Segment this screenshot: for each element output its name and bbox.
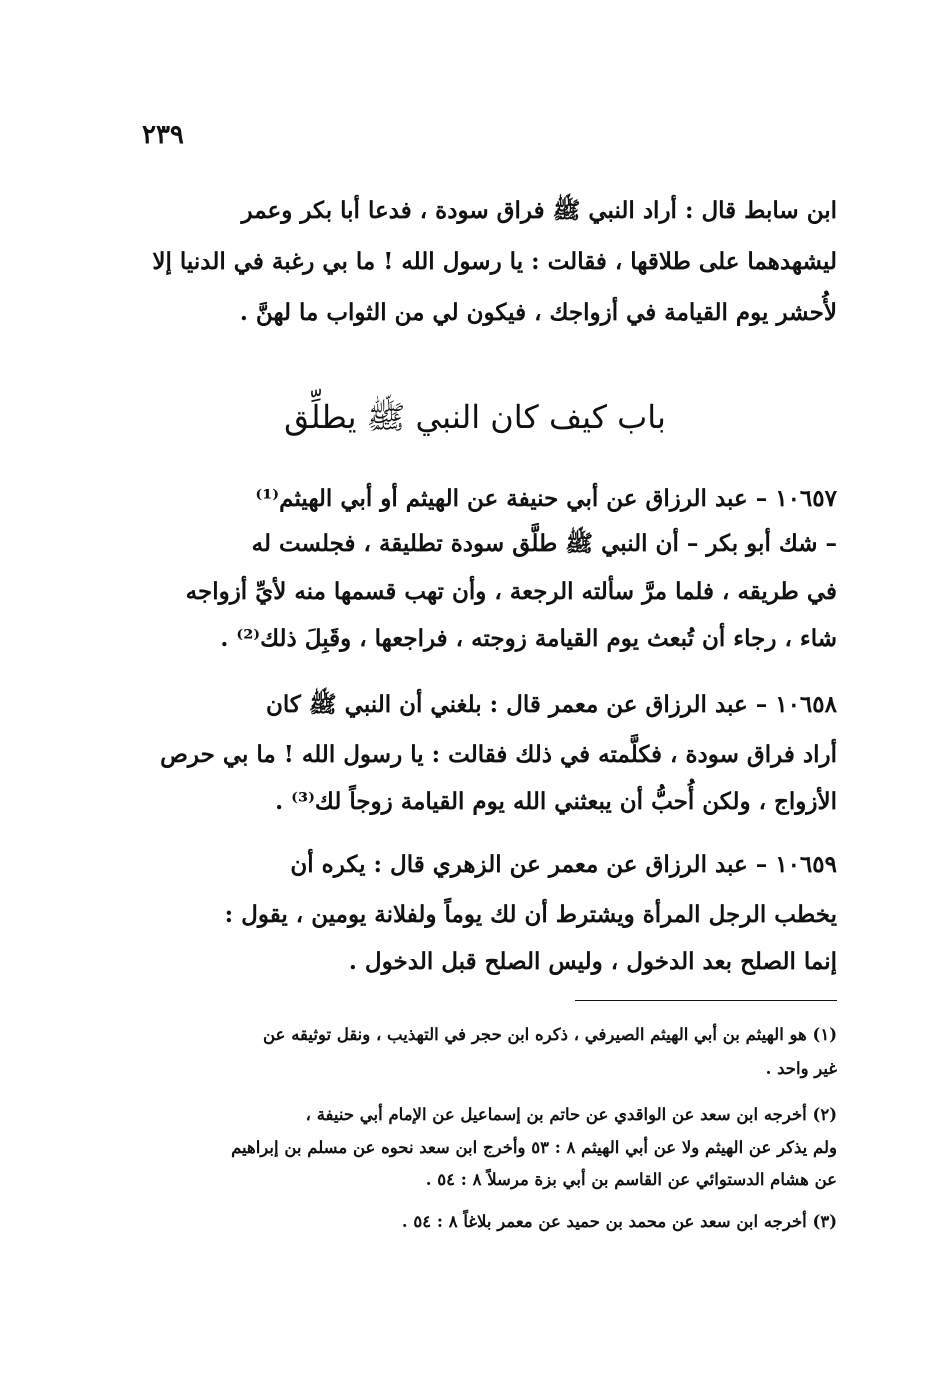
- text-line: ١٠٦٥٧ – عبد الرزاق عن أبي حنيفة عن الهيثم أو أبي الهيثم⁽¹⁾: [255, 485, 837, 512]
- footnote-line: (١) هو الهيثم بن أبي الهيثم الصيرفي ، ذكره ابن حجر في التهذيب ، ونقل توثيقه عن: [263, 1025, 837, 1044]
- text-line: الأزواج ، ولكن أُحبُّ أن يبعثني الله يوم القيامة زوجاً لك⁽³⁾ .: [275, 788, 837, 815]
- footnote-line: ولم يذكر عن الهيثم ولا عن أبي الهيثم ٨ : ٥٣ وأخرج ابن سعد نحوه عن مسلم بن إبراهيم: [231, 1138, 837, 1157]
- footnote-line: عن هشام الدستوائي عن القاسم بن أبي بزة مرسلاً ٨ : ٥٤ .: [425, 1170, 837, 1189]
- text-line: ١٠٦٥٩ – عبد الرزاق عن معمر عن الزهري قال : يكره أن: [290, 851, 837, 878]
- section-title: باب كيف كان النبي ﷺ يطلِّق: [284, 398, 666, 436]
- page-number: ٢٣٩: [142, 120, 184, 150]
- text-line: أراد فراق سودة ، فكلَّمته في ذلك فقالت : يا رسول الله ! ما بي حرص: [160, 741, 837, 768]
- text-line: لأُحشر يوم القيامة في أزواجك ، فيكون لي من الثواب ما لهنَّ .: [239, 299, 837, 326]
- footnote-divider: [575, 1000, 837, 1001]
- text-line: يخطب الرجل المرأة ويشترط أن لك يوماً ولفلانة يومين ، يقول :: [224, 901, 837, 928]
- text-line: ١٠٦٥٨ – عبد الرزاق عن معمر قال : بلغني أن النبي ﷺ كان: [266, 691, 837, 718]
- footnote-line: غير واحد .: [765, 1059, 837, 1078]
- footnote-line: (٢) أخرجه ابن سعد عن الواقدي عن حاتم بن إسماعيل عن الإمام أبي حنيفة ،: [305, 1105, 837, 1124]
- footnote-line: (٣) أخرجه ابن سعد عن محمد بن حميد عن معمر بلاغاً ٨ : ٥٤ .: [401, 1212, 837, 1231]
- text-line: إنما الصلح بعد الدخول ، وليس الصلح قبل الدخول .: [348, 948, 837, 975]
- text-line: ليشهدهما على طلاقها ، فقالت : يا رسول الله ! ما بي رغبة في الدنيا إلا: [152, 248, 837, 275]
- text-line: شاء ، رجاء أن تُبعث يوم القيامة زوجته ، فراجعها ، وقَبِلَ ذلك⁽²⁾ .: [220, 625, 837, 652]
- text-line: ابن سابط قال : أراد النبي ﷺ فراق سودة ، فدعا أبا بكر وعمر: [241, 197, 837, 224]
- text-line: – شك أبو بكر – أن النبي ﷺ طلَّق سودة تطليقة ، فجلست له: [251, 530, 837, 557]
- text-line: في طريقه ، فلما مرَّ سألته الرجعة ، وأن تهب قسمها منه لأيِّ أزواجه: [185, 578, 837, 605]
